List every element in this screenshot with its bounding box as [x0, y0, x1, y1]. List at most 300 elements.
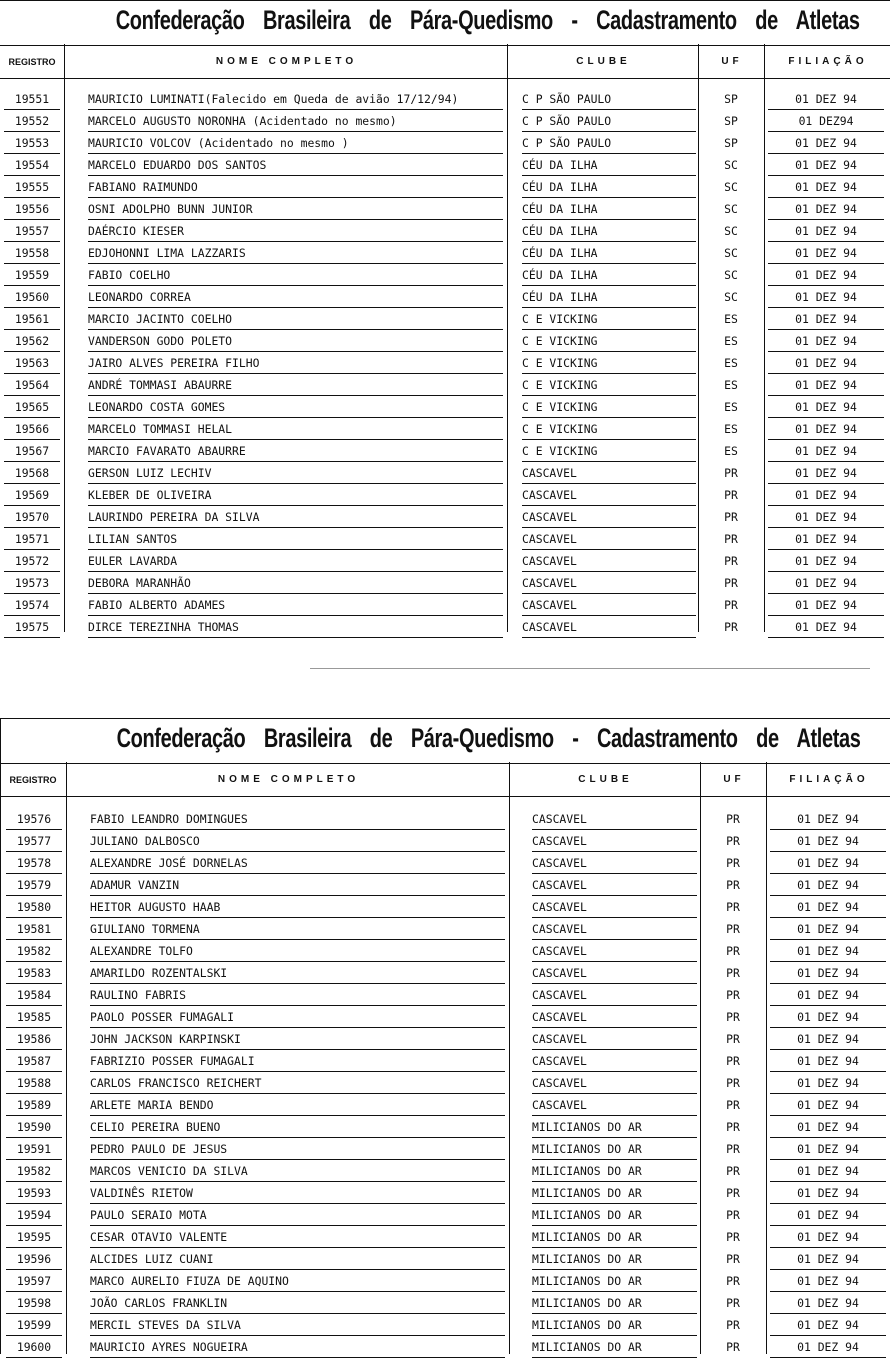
- filiacao-cell: 01 DEZ 94: [768, 461, 884, 484]
- uf-cell: SP: [724, 92, 738, 106]
- uf-cell: PR: [726, 1340, 740, 1354]
- header-clube: CLUBE: [578, 774, 633, 785]
- column-divider: [0, 762, 1, 1354]
- club-cell: CASCAVEL: [532, 807, 697, 830]
- club-cell: CÉU DA ILHA: [522, 175, 696, 198]
- club-cell: CASCAVEL: [532, 983, 697, 1006]
- name-cell: ADAMUR VANZIN: [90, 873, 505, 896]
- uf-cell: ES: [724, 312, 738, 326]
- table-row: [0, 461, 890, 483]
- filiacao-cell: 01 DEZ 94: [770, 961, 886, 984]
- column-divider: [64, 44, 65, 632]
- club-cell: C E VICKING: [522, 417, 696, 440]
- uf-cell: PR: [726, 966, 740, 980]
- name-cell: ALEXANDRE TOLFO: [90, 939, 505, 962]
- filiacao-cell: 01 DEZ 94: [770, 807, 886, 830]
- filiacao-cell: 01 DEZ 94: [770, 1093, 886, 1116]
- filiacao-cell: 01 DEZ 94: [770, 873, 886, 896]
- filiacao-cell: 01 DEZ94: [768, 109, 884, 132]
- name-cell: JOÃO CARLOS FRANKLIN: [90, 1291, 505, 1314]
- table-row: [0, 219, 890, 241]
- sheet-title-row: [0, 718, 890, 763]
- header-clube: CLUBE: [576, 56, 631, 67]
- filiacao-cell: 01 DEZ 94: [768, 549, 884, 572]
- registro-cell: 19553: [4, 131, 60, 154]
- filiacao-cell: 01 DEZ 94: [770, 1181, 886, 1204]
- club-cell: CASCAVEL: [532, 1049, 697, 1072]
- filiacao-cell: 01 DEZ 94: [768, 219, 884, 242]
- uf-cell: ES: [724, 356, 738, 370]
- name-cell: MERCIL STEVES DA SILVA: [90, 1313, 505, 1336]
- name-cell: PAULO SERAIO MOTA: [90, 1203, 505, 1226]
- filiacao-cell: 01 DEZ 94: [768, 175, 884, 198]
- club-cell: CASCAVEL: [532, 917, 697, 940]
- header-nome: NOME COMPLETO: [217, 774, 360, 785]
- table-row: [0, 351, 890, 373]
- club-cell: MILICIANOS DO AR: [532, 1115, 697, 1138]
- table-row: [0, 263, 890, 285]
- name-cell: JOHN JACKSON KARPINSKI: [90, 1027, 505, 1050]
- uf-cell: PR: [726, 922, 740, 936]
- club-cell: CÉU DA ILHA: [522, 285, 696, 308]
- table-row: [0, 109, 890, 131]
- filiacao-cell: 01 DEZ 94: [768, 329, 884, 352]
- table-row: [0, 1159, 890, 1181]
- column-divider: [700, 762, 701, 1354]
- name-cell: MARCIO FAVARATO ABAURRE: [88, 439, 503, 462]
- filiacao-cell: 01 DEZ 94: [770, 1291, 886, 1314]
- table-row: [0, 829, 890, 851]
- uf-cell: PR: [726, 1098, 740, 1112]
- table-header: [0, 763, 890, 797]
- uf-cell: PR: [726, 878, 740, 892]
- club-cell: MILICIANOS DO AR: [532, 1181, 697, 1204]
- filiacao-cell: 01 DEZ 94: [768, 395, 884, 418]
- registro-cell: 19578: [6, 851, 62, 874]
- club-cell: MILICIANOS DO AR: [532, 1335, 697, 1358]
- name-cell: MAURICIO AYRES NOGUEIRA: [90, 1335, 505, 1358]
- table-row: [0, 1049, 890, 1071]
- club-cell: CASCAVEL: [522, 461, 696, 484]
- filiacao-cell: 01 DEZ 94: [770, 1269, 886, 1292]
- column-divider: [764, 44, 765, 632]
- club-cell: C E VICKING: [522, 395, 696, 418]
- registro-cell: 19571: [4, 527, 60, 550]
- club-cell: CASCAVEL: [532, 851, 697, 874]
- uf-cell: PR: [724, 554, 738, 568]
- sheet-title: Confederação Brasileira de Pára-Quedismo - Cadastramento de Atletas: [116, 723, 861, 753]
- column-divider: [66, 762, 67, 1354]
- uf-cell: PR: [724, 620, 738, 634]
- table-row: [0, 593, 890, 615]
- filiacao-cell: 01 DEZ 94: [770, 1159, 886, 1182]
- name-cell: JAIRO ALVES PEREIRA FILHO: [88, 351, 503, 374]
- table-row: [0, 373, 890, 395]
- table-row: [0, 307, 890, 329]
- filiacao-cell: 01 DEZ 94: [768, 527, 884, 550]
- name-cell: AMARILDO ROZENTALSKI: [90, 961, 505, 984]
- column-divider: [766, 762, 767, 1354]
- column-divider: [507, 44, 508, 632]
- table-row: [0, 1247, 890, 1269]
- registro-cell: 19584: [6, 983, 62, 1006]
- uf-cell: PR: [726, 1296, 740, 1310]
- table-row: [0, 1115, 890, 1137]
- name-cell: MAURICIO LUMINATI(Falecido em Queda de avião 17/12/94): [88, 87, 503, 110]
- uf-cell: PR: [724, 532, 738, 546]
- name-cell: GIULIANO TORMENA: [90, 917, 505, 940]
- name-cell: MARCELO EDUARDO DOS SANTOS: [88, 153, 503, 176]
- club-cell: MILICIANOS DO AR: [532, 1203, 697, 1226]
- table-row: [0, 549, 890, 571]
- table-row: [0, 895, 890, 917]
- filiacao-cell: 01 DEZ 94: [768, 153, 884, 176]
- uf-cell: PR: [724, 510, 738, 524]
- uf-cell: ES: [724, 334, 738, 348]
- club-cell: CASCAVEL: [532, 1071, 697, 1094]
- name-cell: FABRIZIO POSSER FUMAGALI: [90, 1049, 505, 1072]
- uf-cell: PR: [726, 944, 740, 958]
- registro-cell: 19561: [4, 307, 60, 330]
- uf-cell: SC: [724, 180, 738, 194]
- registro-cell: 19567: [4, 439, 60, 462]
- table-row: [0, 329, 890, 351]
- column-divider: [698, 44, 699, 632]
- filiacao-cell: 01 DEZ 94: [770, 829, 886, 852]
- name-cell: KLEBER DE OLIVEIRA: [88, 483, 503, 506]
- club-cell: MILICIANOS DO AR: [532, 1313, 697, 1336]
- registro-cell: 19564: [4, 373, 60, 396]
- page-divider: [310, 668, 870, 669]
- filiacao-cell: 01 DEZ 94: [768, 131, 884, 154]
- header-uf: UF: [723, 774, 745, 785]
- club-cell: MILICIANOS DO AR: [532, 1137, 697, 1160]
- table-row: [0, 961, 890, 983]
- table-row: [0, 395, 890, 417]
- registro-cell: 19562: [4, 329, 60, 352]
- uf-cell: PR: [724, 598, 738, 612]
- registro-cell: 19597: [6, 1269, 62, 1292]
- table-row: [0, 571, 890, 593]
- table-row: [0, 1291, 890, 1313]
- uf-cell: PR: [726, 1274, 740, 1288]
- table-row: [0, 917, 890, 939]
- filiacao-cell: 01 DEZ 94: [770, 1313, 886, 1336]
- registro-cell: 19599: [6, 1313, 62, 1336]
- club-cell: CÉU DA ILHA: [522, 153, 696, 176]
- uf-cell: SC: [724, 224, 738, 238]
- uf-cell: PR: [726, 1186, 740, 1200]
- club-cell: CASCAVEL: [532, 895, 697, 918]
- name-cell: MARCIO JACINTO COELHO: [88, 307, 503, 330]
- uf-cell: PR: [726, 1010, 740, 1024]
- name-cell: MARCELO AUGUSTO NORONHA (Acidentado no mesmo): [88, 109, 503, 132]
- table-row: [0, 983, 890, 1005]
- filiacao-cell: 01 DEZ 94: [770, 895, 886, 918]
- registro-cell: 19560: [4, 285, 60, 308]
- table-header: [0, 45, 890, 79]
- uf-cell: PR: [726, 834, 740, 848]
- club-cell: CASCAVEL: [522, 527, 696, 550]
- name-cell: FABIO ALBERTO ADAMES: [88, 593, 503, 616]
- filiacao-cell: 01 DEZ 94: [768, 505, 884, 528]
- header-registro: REGISTRO: [9, 775, 57, 785]
- name-cell: GERSON LUIZ LECHIV: [88, 461, 503, 484]
- registro-cell: 19575: [4, 615, 60, 638]
- table-row: [0, 131, 890, 153]
- registro-cell: 19566: [4, 417, 60, 440]
- registro-cell: 19563: [4, 351, 60, 374]
- table-row: [0, 1181, 890, 1203]
- table-row: [0, 483, 890, 505]
- registro-cell: 19573: [4, 571, 60, 594]
- table-row: [0, 417, 890, 439]
- uf-cell: PR: [724, 488, 738, 502]
- uf-cell: PR: [726, 1120, 740, 1134]
- club-cell: C E VICKING: [522, 439, 696, 462]
- club-cell: MILICIANOS DO AR: [532, 1225, 697, 1248]
- name-cell: PAOLO POSSER FUMAGALI: [90, 1005, 505, 1028]
- name-cell: LAURINDO PEREIRA DA SILVA: [88, 505, 503, 528]
- registro-cell: 19577: [6, 829, 62, 852]
- club-cell: CASCAVEL: [532, 873, 697, 896]
- club-cell: MILICIANOS DO AR: [532, 1269, 697, 1292]
- registro-cell: 19600: [6, 1335, 62, 1358]
- name-cell: EULER LAVARDA: [88, 549, 503, 572]
- filiacao-cell: 01 DEZ 94: [770, 851, 886, 874]
- registro-cell: 19588: [6, 1071, 62, 1094]
- club-cell: CASCAVEL: [532, 939, 697, 962]
- name-cell: CELIO PEREIRA BUENO: [90, 1115, 505, 1138]
- name-cell: LILIAN SANTOS: [88, 527, 503, 550]
- name-cell: DEBORA MARANHÃO: [88, 571, 503, 594]
- club-cell: MILICIANOS DO AR: [532, 1247, 697, 1270]
- table-row: [0, 1269, 890, 1291]
- name-cell: DIRCE TEREZINHA THOMAS: [88, 615, 503, 638]
- uf-cell: PR: [726, 1076, 740, 1090]
- filiacao-cell: 01 DEZ 94: [770, 1335, 886, 1358]
- name-cell: ARLETE MARIA BENDO: [90, 1093, 505, 1116]
- registro-cell: 19593: [6, 1181, 62, 1204]
- table-row: [0, 1203, 890, 1225]
- table-row: [0, 153, 890, 175]
- registro-cell: 19556: [4, 197, 60, 220]
- sheet-title-row: [0, 0, 890, 45]
- table-row: [0, 1137, 890, 1159]
- filiacao-cell: 01 DEZ 94: [770, 1137, 886, 1160]
- club-cell: CASCAVEL: [532, 1093, 697, 1116]
- table-body: [0, 79, 890, 637]
- uf-cell: PR: [726, 1252, 740, 1266]
- filiacao-cell: 01 DEZ 94: [770, 939, 886, 962]
- filiacao-cell: 01 DEZ 94: [768, 571, 884, 594]
- uf-cell: PR: [726, 1230, 740, 1244]
- name-cell: EDJOHONNI LIMA LAZZARIS: [88, 241, 503, 264]
- uf-cell: ES: [724, 444, 738, 458]
- uf-cell: PR: [726, 988, 740, 1002]
- registro-cell: 19558: [4, 241, 60, 264]
- table-row: [0, 873, 890, 895]
- club-cell: CÉU DA ILHA: [522, 263, 696, 286]
- sheet-title: Confederação Brasileira de Pára-Quedismo - Cadastramento de Atletas: [115, 5, 860, 35]
- registro-cell: 19591: [6, 1137, 62, 1160]
- filiacao-cell: 01 DEZ 94: [768, 439, 884, 462]
- uf-cell: PR: [726, 900, 740, 914]
- filiacao-cell: 01 DEZ 94: [768, 417, 884, 440]
- registro-cell: 19574: [4, 593, 60, 616]
- uf-cell: SP: [724, 136, 738, 150]
- registro-cell: 19582: [6, 939, 62, 962]
- club-cell: MILICIANOS DO AR: [532, 1291, 697, 1314]
- club-cell: C E VICKING: [522, 373, 696, 396]
- registro-cell: 19559: [4, 263, 60, 286]
- header-registro: REGISTRO: [8, 57, 56, 67]
- registro-cell: 19579: [6, 873, 62, 896]
- name-cell: FABIO LEANDRO DOMINGUES: [90, 807, 505, 830]
- club-cell: CASCAVEL: [522, 615, 696, 638]
- registro-cell: 19586: [6, 1027, 62, 1050]
- uf-cell: SC: [724, 290, 738, 304]
- table-body: [0, 797, 890, 1357]
- header-uf: UF: [721, 56, 743, 67]
- header-filiacao: FILIAÇÃO: [789, 774, 869, 785]
- table-row: [0, 175, 890, 197]
- club-cell: CASCAVEL: [532, 829, 697, 852]
- uf-cell: SC: [724, 246, 738, 260]
- registro-cell: 19589: [6, 1093, 62, 1116]
- club-cell: MILICIANOS DO AR: [532, 1159, 697, 1182]
- filiacao-cell: 01 DEZ 94: [770, 1005, 886, 1028]
- club-cell: C E VICKING: [522, 329, 696, 352]
- uf-cell: SC: [724, 268, 738, 282]
- registro-cell: 19576: [6, 807, 62, 830]
- table-row: [0, 197, 890, 219]
- registro-cell: 19570: [4, 505, 60, 528]
- name-cell: PEDRO PAULO DE JESUS: [90, 1137, 505, 1160]
- name-cell: FABIANO RAIMUNDO: [88, 175, 503, 198]
- registro-cell: 19552: [4, 109, 60, 132]
- club-cell: CASCAVEL: [532, 1005, 697, 1028]
- filiacao-cell: 01 DEZ 94: [770, 1203, 886, 1226]
- table-row: [0, 851, 890, 873]
- column-divider: [509, 762, 510, 1354]
- name-cell: FABIO COELHO: [88, 263, 503, 286]
- uf-cell: PR: [726, 1032, 740, 1046]
- registro-cell: 19551: [4, 87, 60, 110]
- table-row: [0, 1027, 890, 1049]
- registro-cell: 19581: [6, 917, 62, 940]
- name-cell: DAÉRCIO KIESER: [88, 219, 503, 242]
- name-cell: MARCO AURELIO FIUZA DE AQUINO: [90, 1269, 505, 1292]
- club-cell: CÉU DA ILHA: [522, 197, 696, 220]
- club-cell: CASCAVEL: [522, 571, 696, 594]
- table-row: [0, 527, 890, 549]
- uf-cell: SC: [724, 202, 738, 216]
- registro-cell: 19598: [6, 1291, 62, 1314]
- table-row: [0, 1071, 890, 1093]
- name-cell: LEONARDO COSTA GOMES: [88, 395, 503, 418]
- filiacao-cell: 01 DEZ 94: [770, 983, 886, 1006]
- club-cell: C P SÃO PAULO: [522, 131, 696, 154]
- uf-cell: SP: [724, 114, 738, 128]
- filiacao-cell: 01 DEZ 94: [770, 1049, 886, 1072]
- uf-cell: ES: [724, 378, 738, 392]
- table-row: [0, 439, 890, 461]
- club-cell: CÉU DA ILHA: [522, 241, 696, 264]
- name-cell: MAURICIO VOLCOV (Acidentado no mesmo ): [88, 131, 503, 154]
- uf-cell: PR: [726, 1054, 740, 1068]
- club-cell: CASCAVEL: [522, 505, 696, 528]
- uf-cell: PR: [726, 812, 740, 826]
- name-cell: CARLOS FRANCISCO REICHERT: [90, 1071, 505, 1094]
- club-cell: C P SÃO PAULO: [522, 87, 696, 110]
- filiacao-cell: 01 DEZ 94: [768, 87, 884, 110]
- uf-cell: ES: [724, 422, 738, 436]
- registro-cell: 19572: [4, 549, 60, 572]
- table-row: [0, 1335, 890, 1357]
- registro-cell: 19590: [6, 1115, 62, 1138]
- table-row: [0, 87, 890, 109]
- filiacao-cell: 01 DEZ 94: [770, 1071, 886, 1094]
- uf-cell: ES: [724, 400, 738, 414]
- filiacao-cell: 01 DEZ 94: [770, 1115, 886, 1138]
- registro-cell: 19583: [6, 961, 62, 984]
- name-cell: LEONARDO CORREA: [88, 285, 503, 308]
- filiacao-cell: 01 DEZ 94: [768, 373, 884, 396]
- club-cell: CASCAVEL: [532, 1027, 697, 1050]
- filiacao-cell: 01 DEZ 94: [768, 483, 884, 506]
- registro-cell: 19587: [6, 1049, 62, 1072]
- registro-cell: 19582: [6, 1159, 62, 1182]
- uf-cell: PR: [724, 466, 738, 480]
- club-cell: CASCAVEL: [522, 593, 696, 616]
- name-cell: ALCIDES LUIZ CUANI: [90, 1247, 505, 1270]
- filiacao-cell: 01 DEZ 94: [768, 197, 884, 220]
- table-row: [0, 285, 890, 307]
- header-filiacao: FILIAÇÃO: [788, 56, 868, 67]
- table-row: [0, 615, 890, 637]
- club-cell: CÉU DA ILHA: [522, 219, 696, 242]
- registro-cell: 19596: [6, 1247, 62, 1270]
- club-cell: CASCAVEL: [522, 483, 696, 506]
- filiacao-cell: 01 DEZ 94: [768, 263, 884, 286]
- filiacao-cell: 01 DEZ 94: [770, 1247, 886, 1270]
- uf-cell: PR: [726, 1142, 740, 1156]
- name-cell: OSNI ADOLPHO BUNN JUNIOR: [88, 197, 503, 220]
- table-row: [0, 807, 890, 829]
- uf-cell: SC: [724, 158, 738, 172]
- registro-cell: 19585: [6, 1005, 62, 1028]
- name-cell: ANDRÉ TOMMASI ABAURRE: [88, 373, 503, 396]
- name-cell: VALDINÊS RIETOW: [90, 1181, 505, 1204]
- table-row: [0, 505, 890, 527]
- name-cell: RAULINO FABRIS: [90, 983, 505, 1006]
- name-cell: VANDERSON GODO POLETO: [88, 329, 503, 352]
- uf-cell: PR: [726, 856, 740, 870]
- registro-cell: 19568: [4, 461, 60, 484]
- registration-sheet-1: [0, 0, 890, 632]
- filiacao-cell: 01 DEZ 94: [770, 917, 886, 940]
- registro-cell: 19557: [4, 219, 60, 242]
- filiacao-cell: 01 DEZ 94: [768, 351, 884, 374]
- registro-cell: 19595: [6, 1225, 62, 1248]
- name-cell: CESAR OTAVIO VALENTE: [90, 1225, 505, 1248]
- club-cell: CASCAVEL: [522, 549, 696, 572]
- registro-cell: 19554: [4, 153, 60, 176]
- filiacao-cell: 01 DEZ 94: [770, 1225, 886, 1248]
- name-cell: MARCELO TOMMASI HELAL: [88, 417, 503, 440]
- filiacao-cell: 01 DEZ 94: [768, 285, 884, 308]
